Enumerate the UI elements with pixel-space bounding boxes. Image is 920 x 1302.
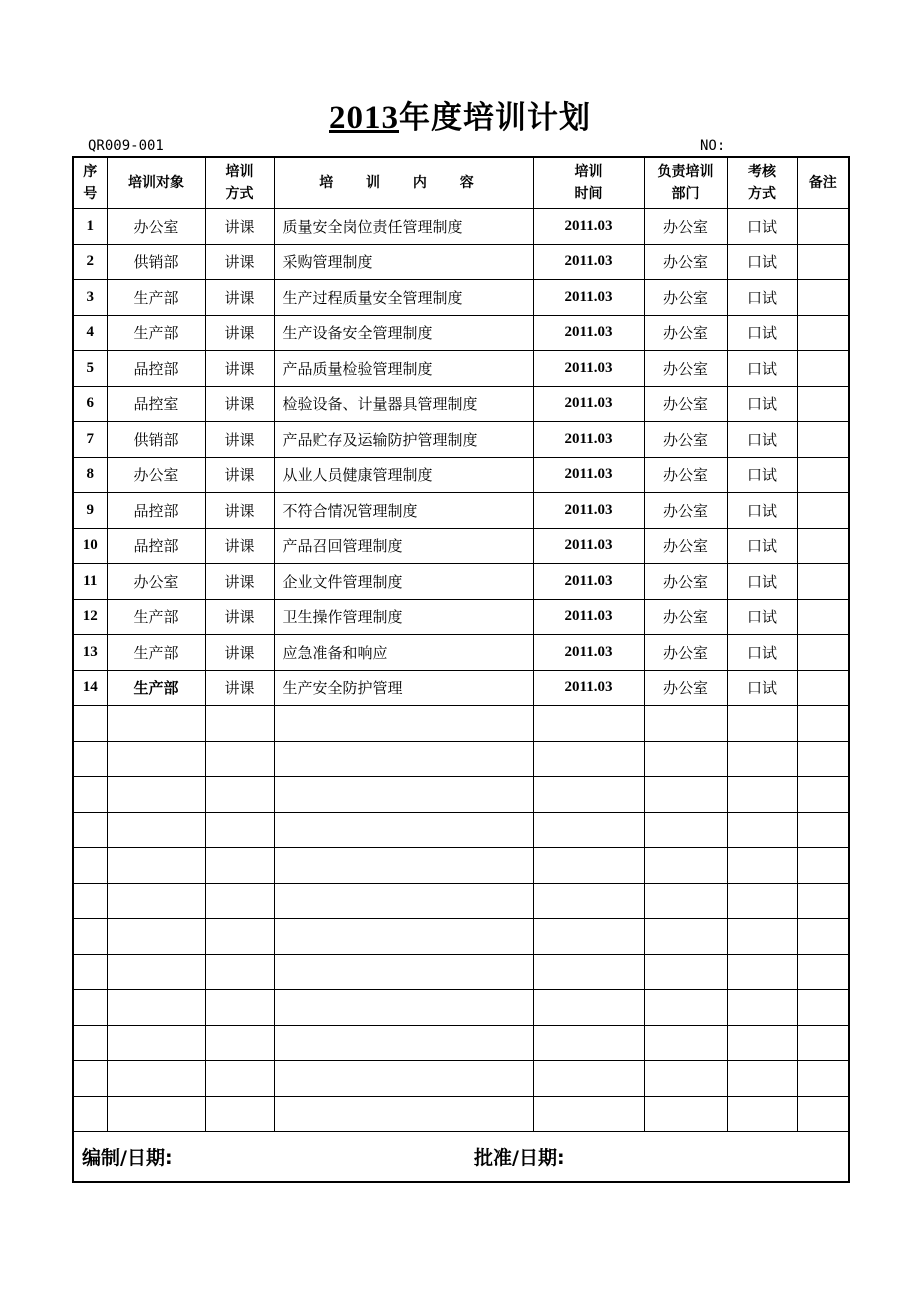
blank-cell bbox=[533, 954, 644, 990]
cell-method: 讲课 bbox=[205, 528, 274, 564]
cell-content: 产品质量检验管理制度 bbox=[274, 351, 533, 387]
blank-cell bbox=[797, 812, 849, 848]
blank-cell bbox=[533, 777, 644, 813]
cell-method: 讲课 bbox=[205, 493, 274, 529]
blank-cell bbox=[533, 706, 644, 742]
blank-cell bbox=[205, 883, 274, 919]
cell-remark bbox=[797, 493, 849, 529]
cell-time: 2011.03 bbox=[533, 528, 644, 564]
blank-cell bbox=[274, 883, 533, 919]
table-row bbox=[73, 670, 849, 706]
cell-time: 2011.03 bbox=[533, 599, 644, 635]
cell-dept: 办公室 bbox=[644, 315, 727, 351]
cell-no: 10 bbox=[73, 528, 107, 564]
cell-exam: 口试 bbox=[727, 386, 797, 422]
cell-exam: 口试 bbox=[727, 564, 797, 600]
cell-time: 2011.03 bbox=[533, 457, 644, 493]
cell-content: 检验设备、计量器具管理制度 bbox=[274, 386, 533, 422]
cell-no: 6 bbox=[73, 386, 107, 422]
cell-remark bbox=[797, 386, 849, 422]
cell-target: 供销部 bbox=[107, 422, 205, 458]
cell-method: 讲课 bbox=[205, 457, 274, 493]
cell-method: 讲课 bbox=[205, 280, 274, 316]
blank-row bbox=[73, 919, 849, 955]
cell-remark bbox=[797, 422, 849, 458]
cell-exam: 口试 bbox=[727, 244, 797, 280]
blank-row bbox=[73, 990, 849, 1026]
cell-no: 14 bbox=[73, 670, 107, 706]
cell-dept: 办公室 bbox=[644, 670, 727, 706]
cell-exam: 口试 bbox=[727, 599, 797, 635]
blank-cell bbox=[274, 706, 533, 742]
blank-cell bbox=[727, 1096, 797, 1132]
cell-dept: 办公室 bbox=[644, 528, 727, 564]
blank-cell bbox=[797, 741, 849, 777]
cell-method: 讲课 bbox=[205, 244, 274, 280]
blank-cell bbox=[533, 1025, 644, 1061]
cell-exam: 口试 bbox=[727, 351, 797, 387]
blank-cell bbox=[274, 954, 533, 990]
doc-code: QR009-001 bbox=[88, 138, 164, 154]
cell-remark bbox=[797, 351, 849, 387]
blank-cell bbox=[644, 883, 727, 919]
blank-cell bbox=[727, 777, 797, 813]
cell-no: 5 bbox=[73, 351, 107, 387]
blank-cell bbox=[797, 919, 849, 955]
cell-content: 生产安全防护管理 bbox=[274, 670, 533, 706]
blank-cell bbox=[727, 706, 797, 742]
header-time: 培训 时间 bbox=[533, 157, 644, 209]
blank-cell bbox=[205, 706, 274, 742]
header-target: 培训对象 bbox=[107, 157, 205, 209]
cell-content: 卫生操作管理制度 bbox=[274, 599, 533, 635]
cell-target: 生产部 bbox=[107, 315, 205, 351]
blank-cell bbox=[205, 990, 274, 1026]
blank-cell bbox=[644, 1061, 727, 1097]
blank-cell bbox=[274, 1025, 533, 1061]
blank-row bbox=[73, 706, 849, 742]
cell-no: 2 bbox=[73, 244, 107, 280]
training-plan-table bbox=[72, 156, 850, 1183]
blank-cell bbox=[797, 883, 849, 919]
blank-cell bbox=[274, 1061, 533, 1097]
blank-cell bbox=[727, 848, 797, 884]
blank-cell bbox=[107, 1096, 205, 1132]
cell-target: 办公室 bbox=[107, 209, 205, 245]
blank-row bbox=[73, 1096, 849, 1132]
table-row bbox=[73, 564, 849, 600]
blank-cell bbox=[107, 1061, 205, 1097]
cell-target: 品控室 bbox=[107, 386, 205, 422]
cell-target: 生产部 bbox=[107, 635, 205, 671]
cell-remark bbox=[797, 599, 849, 635]
table-row bbox=[73, 493, 849, 529]
blank-cell bbox=[205, 812, 274, 848]
blank-cell bbox=[797, 706, 849, 742]
table-row bbox=[73, 315, 849, 351]
cell-target: 生产部 bbox=[107, 280, 205, 316]
cell-remark bbox=[797, 564, 849, 600]
cell-dept: 办公室 bbox=[644, 422, 727, 458]
blank-cell bbox=[274, 777, 533, 813]
blank-cell bbox=[533, 848, 644, 884]
blank-cell bbox=[73, 919, 107, 955]
table-row bbox=[73, 528, 849, 564]
cell-method: 讲课 bbox=[205, 315, 274, 351]
cell-dept: 办公室 bbox=[644, 280, 727, 316]
cell-remark bbox=[797, 457, 849, 493]
cell-content: 生产设备安全管理制度 bbox=[274, 315, 533, 351]
blank-cell bbox=[73, 1096, 107, 1132]
blank-cell bbox=[107, 990, 205, 1026]
cell-target: 品控部 bbox=[107, 493, 205, 529]
blank-cell bbox=[727, 812, 797, 848]
cell-dept: 办公室 bbox=[644, 493, 727, 529]
signature-cell bbox=[73, 1132, 849, 1183]
blank-cell bbox=[797, 1025, 849, 1061]
cell-exam: 口试 bbox=[727, 457, 797, 493]
blank-row bbox=[73, 777, 849, 813]
blank-cell bbox=[274, 848, 533, 884]
blank-cell bbox=[107, 812, 205, 848]
table-row bbox=[73, 422, 849, 458]
blank-cell bbox=[73, 1061, 107, 1097]
cell-content: 企业文件管理制度 bbox=[274, 564, 533, 600]
cell-dept: 办公室 bbox=[644, 209, 727, 245]
title-year: 2013 bbox=[329, 100, 399, 136]
cell-no: 4 bbox=[73, 315, 107, 351]
cell-method: 讲课 bbox=[205, 635, 274, 671]
blank-cell bbox=[205, 1096, 274, 1132]
blank-cell bbox=[644, 954, 727, 990]
blank-cell bbox=[533, 990, 644, 1026]
blank-cell bbox=[644, 919, 727, 955]
cell-time: 2011.03 bbox=[533, 422, 644, 458]
blank-row bbox=[73, 848, 849, 884]
blank-cell bbox=[797, 1096, 849, 1132]
cell-no: 3 bbox=[73, 280, 107, 316]
blank-cell bbox=[107, 954, 205, 990]
blank-cell bbox=[205, 919, 274, 955]
cell-method: 讲课 bbox=[205, 351, 274, 387]
blank-cell bbox=[797, 954, 849, 990]
cell-method: 讲课 bbox=[205, 209, 274, 245]
header-content: 培 训 内 容 bbox=[274, 157, 533, 209]
blank-row bbox=[73, 1061, 849, 1097]
blank-cell bbox=[727, 741, 797, 777]
cell-dept: 办公室 bbox=[644, 351, 727, 387]
cell-dept: 办公室 bbox=[644, 599, 727, 635]
cell-dept: 办公室 bbox=[644, 457, 727, 493]
blank-cell bbox=[644, 1025, 727, 1061]
blank-cell bbox=[107, 741, 205, 777]
blank-cell bbox=[797, 990, 849, 1026]
cell-dept: 办公室 bbox=[644, 386, 727, 422]
cell-exam: 口试 bbox=[727, 280, 797, 316]
cell-no: 8 bbox=[73, 457, 107, 493]
blank-cell bbox=[727, 1061, 797, 1097]
blank-row bbox=[73, 812, 849, 848]
cell-time: 2011.03 bbox=[533, 493, 644, 529]
blank-cell bbox=[644, 848, 727, 884]
blank-cell bbox=[73, 848, 107, 884]
header-seq: 序 号 bbox=[73, 157, 107, 209]
doc-no-label: NO: bbox=[700, 138, 726, 154]
table-row bbox=[73, 599, 849, 635]
cell-no: 9 bbox=[73, 493, 107, 529]
cell-content: 产品召回管理制度 bbox=[274, 528, 533, 564]
blank-cell bbox=[205, 1025, 274, 1061]
table-header-row bbox=[73, 157, 849, 209]
title-text: 年度培训计划 bbox=[399, 100, 591, 136]
cell-exam: 口试 bbox=[727, 209, 797, 245]
blank-cell bbox=[73, 777, 107, 813]
cell-remark bbox=[797, 209, 849, 245]
cell-content: 采购管理制度 bbox=[274, 244, 533, 280]
header-method: 培训 方式 bbox=[205, 157, 274, 209]
table-row bbox=[73, 386, 849, 422]
cell-dept: 办公室 bbox=[644, 244, 727, 280]
signature-row bbox=[73, 1132, 849, 1183]
cell-time: 2011.03 bbox=[533, 315, 644, 351]
blank-cell bbox=[107, 883, 205, 919]
blank-cell bbox=[533, 1096, 644, 1132]
header-exam: 考核 方式 bbox=[727, 157, 797, 209]
blank-cell bbox=[274, 812, 533, 848]
prepared-by-label: 编制/日期: bbox=[82, 1147, 173, 1169]
table-row bbox=[73, 209, 849, 245]
cell-exam: 口试 bbox=[727, 493, 797, 529]
blank-cell bbox=[533, 812, 644, 848]
header-remark: 备注 bbox=[797, 157, 849, 209]
cell-method: 讲课 bbox=[205, 564, 274, 600]
blank-cell bbox=[205, 741, 274, 777]
blank-cell bbox=[274, 919, 533, 955]
blank-cell bbox=[797, 1061, 849, 1097]
cell-exam: 口试 bbox=[727, 315, 797, 351]
blank-cell bbox=[727, 1025, 797, 1061]
cell-remark bbox=[797, 315, 849, 351]
blank-cell bbox=[107, 848, 205, 884]
cell-time: 2011.03 bbox=[533, 564, 644, 600]
cell-remark bbox=[797, 670, 849, 706]
blank-cell bbox=[73, 954, 107, 990]
blank-cell bbox=[107, 1025, 205, 1061]
cell-time: 2011.03 bbox=[533, 244, 644, 280]
cell-remark bbox=[797, 280, 849, 316]
cell-time: 2011.03 bbox=[533, 635, 644, 671]
blank-cell bbox=[107, 919, 205, 955]
cell-remark bbox=[797, 635, 849, 671]
blank-cell bbox=[644, 990, 727, 1026]
blank-cell bbox=[107, 706, 205, 742]
blank-cell bbox=[727, 990, 797, 1026]
blank-cell bbox=[73, 883, 107, 919]
cell-remark bbox=[797, 244, 849, 280]
cell-dept: 办公室 bbox=[644, 564, 727, 600]
blank-cell bbox=[205, 777, 274, 813]
cell-target: 办公室 bbox=[107, 564, 205, 600]
cell-target: 生产部 bbox=[107, 599, 205, 635]
cell-no: 1 bbox=[73, 209, 107, 245]
cell-method: 讲课 bbox=[205, 422, 274, 458]
cell-target: 供销部 bbox=[107, 244, 205, 280]
cell-content: 从业人员健康管理制度 bbox=[274, 457, 533, 493]
blank-cell bbox=[73, 812, 107, 848]
cell-content: 产品贮存及运输防护管理制度 bbox=[274, 422, 533, 458]
blank-cell bbox=[533, 883, 644, 919]
approved-by-label: 批准/日期: bbox=[474, 1147, 565, 1169]
blank-cell bbox=[73, 741, 107, 777]
blank-cell bbox=[727, 883, 797, 919]
blank-cell bbox=[727, 919, 797, 955]
cell-method: 讲课 bbox=[205, 386, 274, 422]
table-row bbox=[73, 457, 849, 493]
header-dept: 负责培训 部门 bbox=[644, 157, 727, 209]
blank-row bbox=[73, 883, 849, 919]
cell-time: 2011.03 bbox=[533, 209, 644, 245]
cell-no: 13 bbox=[73, 635, 107, 671]
blank-cell bbox=[73, 1025, 107, 1061]
cell-target: 生产部 bbox=[107, 670, 205, 706]
cell-remark bbox=[797, 528, 849, 564]
cell-method: 讲课 bbox=[205, 670, 274, 706]
cell-target: 办公室 bbox=[107, 457, 205, 493]
blank-cell bbox=[797, 848, 849, 884]
cell-content: 生产过程质量安全管理制度 bbox=[274, 280, 533, 316]
cell-exam: 口试 bbox=[727, 670, 797, 706]
blank-cell bbox=[533, 741, 644, 777]
blank-cell bbox=[644, 812, 727, 848]
blank-cell bbox=[533, 1061, 644, 1097]
blank-cell bbox=[205, 954, 274, 990]
cell-time: 2011.03 bbox=[533, 351, 644, 387]
cell-content: 质量安全岗位责任管理制度 bbox=[274, 209, 533, 245]
blank-cell bbox=[73, 990, 107, 1026]
blank-cell bbox=[644, 741, 727, 777]
blank-cell bbox=[533, 919, 644, 955]
table-row bbox=[73, 635, 849, 671]
table-row bbox=[73, 351, 849, 387]
cell-target: 品控部 bbox=[107, 351, 205, 387]
blank-cell bbox=[644, 777, 727, 813]
cell-time: 2011.03 bbox=[533, 280, 644, 316]
blank-row bbox=[73, 741, 849, 777]
cell-exam: 口试 bbox=[727, 422, 797, 458]
page-title bbox=[0, 92, 920, 137]
blank-cell bbox=[727, 954, 797, 990]
blank-cell bbox=[73, 706, 107, 742]
blank-cell bbox=[644, 1096, 727, 1132]
cell-time: 2011.03 bbox=[533, 386, 644, 422]
blank-cell bbox=[644, 706, 727, 742]
cell-exam: 口试 bbox=[727, 635, 797, 671]
cell-content: 应急准备和响应 bbox=[274, 635, 533, 671]
cell-no: 12 bbox=[73, 599, 107, 635]
cell-no: 11 bbox=[73, 564, 107, 600]
blank-cell bbox=[205, 848, 274, 884]
blank-row bbox=[73, 1025, 849, 1061]
blank-cell bbox=[107, 777, 205, 813]
table-row bbox=[73, 244, 849, 280]
blank-cell bbox=[274, 741, 533, 777]
blank-cell bbox=[274, 990, 533, 1026]
cell-exam: 口试 bbox=[727, 528, 797, 564]
cell-content: 不符合情况管理制度 bbox=[274, 493, 533, 529]
table-row bbox=[73, 280, 849, 316]
blank-row bbox=[73, 954, 849, 990]
blank-cell bbox=[205, 1061, 274, 1097]
cell-method: 讲课 bbox=[205, 599, 274, 635]
cell-no: 7 bbox=[73, 422, 107, 458]
blank-cell bbox=[274, 1096, 533, 1132]
blank-cell bbox=[797, 777, 849, 813]
cell-dept: 办公室 bbox=[644, 635, 727, 671]
cell-target: 品控部 bbox=[107, 528, 205, 564]
cell-time: 2011.03 bbox=[533, 670, 644, 706]
